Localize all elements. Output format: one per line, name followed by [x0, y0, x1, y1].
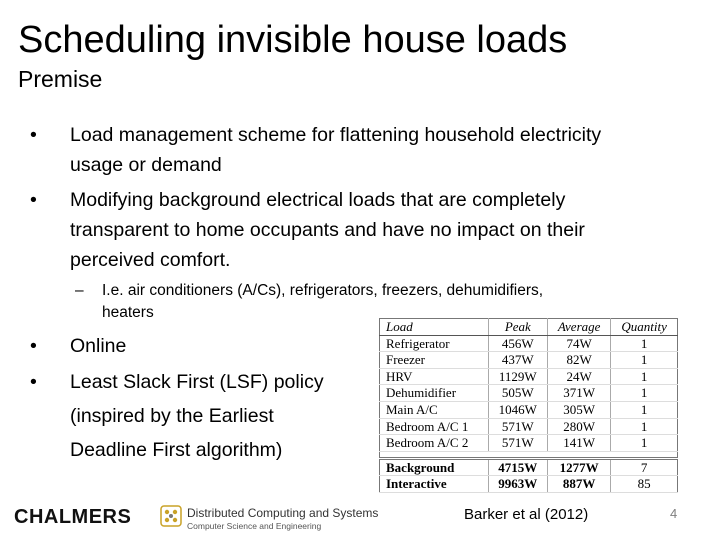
cell-peak: 505W [488, 385, 547, 402]
bullet-line: Online [70, 335, 127, 357]
bullet-marker: • [30, 371, 37, 393]
table-row [380, 435, 678, 452]
table-row [380, 401, 678, 418]
cell-quantity: 1 [611, 435, 678, 452]
cell-quantity: 1 [611, 335, 678, 352]
bullet-line: (inspired by the Earliest [70, 405, 274, 427]
cell-peak: 437W [488, 352, 547, 369]
cell-peak: 9963W [488, 476, 547, 493]
cell-quantity: 1 [611, 385, 678, 402]
cell-load: Bedroom A/C 1 [380, 418, 489, 435]
header-load: Load [380, 319, 489, 336]
sub-bullet-line: I.e. air conditioners (A/Cs), refrigerators, freezers, dehumidifiers, [102, 282, 544, 299]
table-header-row [380, 319, 678, 336]
slide-subtitle: Premise [18, 66, 103, 92]
bullet-online [30, 331, 127, 361]
bullet-marker: • [30, 335, 37, 357]
table-row-aggregate [380, 476, 678, 493]
cell-load: HRV [380, 368, 489, 385]
cell-load: Main A/C [380, 401, 489, 418]
table-separator [380, 451, 678, 458]
citation: Barker et al (2012) [464, 506, 589, 523]
cell-average: 305W [547, 401, 610, 418]
cell-peak: 4715W [488, 458, 547, 476]
cell-average: 371W [547, 385, 610, 402]
cell-average: 141W [547, 435, 610, 452]
bullet-line: Load management scheme for flattening household electricity [70, 124, 602, 146]
chalmers-logo: CHALMERS [14, 506, 132, 528]
cell-average: 82W [547, 352, 610, 369]
bullet-line: Modifying background electrical loads that are completely [70, 189, 566, 211]
department-name: Distributed Computing and Systems [187, 506, 379, 520]
sub-bullet-line: heaters [102, 304, 154, 321]
cell-load: Dehumidifier [380, 385, 489, 402]
bullet-line: transparent to home occupants and have no impact on their [70, 219, 585, 241]
bullet-load-management [30, 120, 602, 180]
table-row [380, 385, 678, 402]
table-row-aggregate [380, 458, 678, 476]
cell-average: 280W [547, 418, 610, 435]
bullet-lsf-policy [30, 365, 324, 467]
slide-title: Scheduling invisible house loads [18, 19, 568, 61]
table-row [380, 335, 678, 352]
cell-average: 74W [547, 335, 610, 352]
cell-average: 1277W [547, 458, 610, 476]
cell-load: Background [380, 458, 489, 476]
header-average: Average [547, 319, 610, 336]
bullet-line: usage or demand [70, 154, 222, 176]
table-row [380, 418, 678, 435]
table-row [380, 368, 678, 385]
cell-peak: 1129W [488, 368, 547, 385]
header-quantity: Quantity [611, 319, 678, 336]
cell-peak: 571W [488, 435, 547, 452]
cell-quantity: 1 [611, 368, 678, 385]
bullet-line: perceived comfort. [70, 249, 231, 271]
cell-peak: 456W [488, 335, 547, 352]
cell-peak: 1046W [488, 401, 547, 418]
cell-quantity: 85 [611, 476, 678, 493]
cell-load: Refrigerator [380, 335, 489, 352]
cell-load: Bedroom A/C 2 [380, 435, 489, 452]
page-number: 4 [670, 506, 678, 521]
sub-bullet-marker: – [75, 282, 84, 299]
department-emblem-icon [160, 505, 182, 527]
bullet-marker: • [30, 124, 37, 146]
cell-quantity: 1 [611, 418, 678, 435]
cell-average: 24W [547, 368, 610, 385]
separator-cell [380, 451, 678, 458]
table-row [380, 352, 678, 369]
load-table [379, 318, 678, 493]
cell-load: Interactive [380, 476, 489, 493]
bullet-background-loads [30, 185, 585, 275]
cell-quantity: 7 [611, 458, 678, 476]
bullet-line: Deadline First algorithm) [70, 439, 283, 461]
cell-load: Freezer [380, 352, 489, 369]
bullet-line: Least Slack First (LSF) policy [70, 371, 324, 393]
cell-average: 887W [547, 476, 610, 493]
header-peak: Peak [488, 319, 547, 336]
cell-quantity: 1 [611, 401, 678, 418]
bullet-marker: • [30, 189, 37, 211]
cell-quantity: 1 [611, 352, 678, 369]
department-subtitle: Computer Science and Engineering [187, 521, 322, 531]
cell-peak: 571W [488, 418, 547, 435]
